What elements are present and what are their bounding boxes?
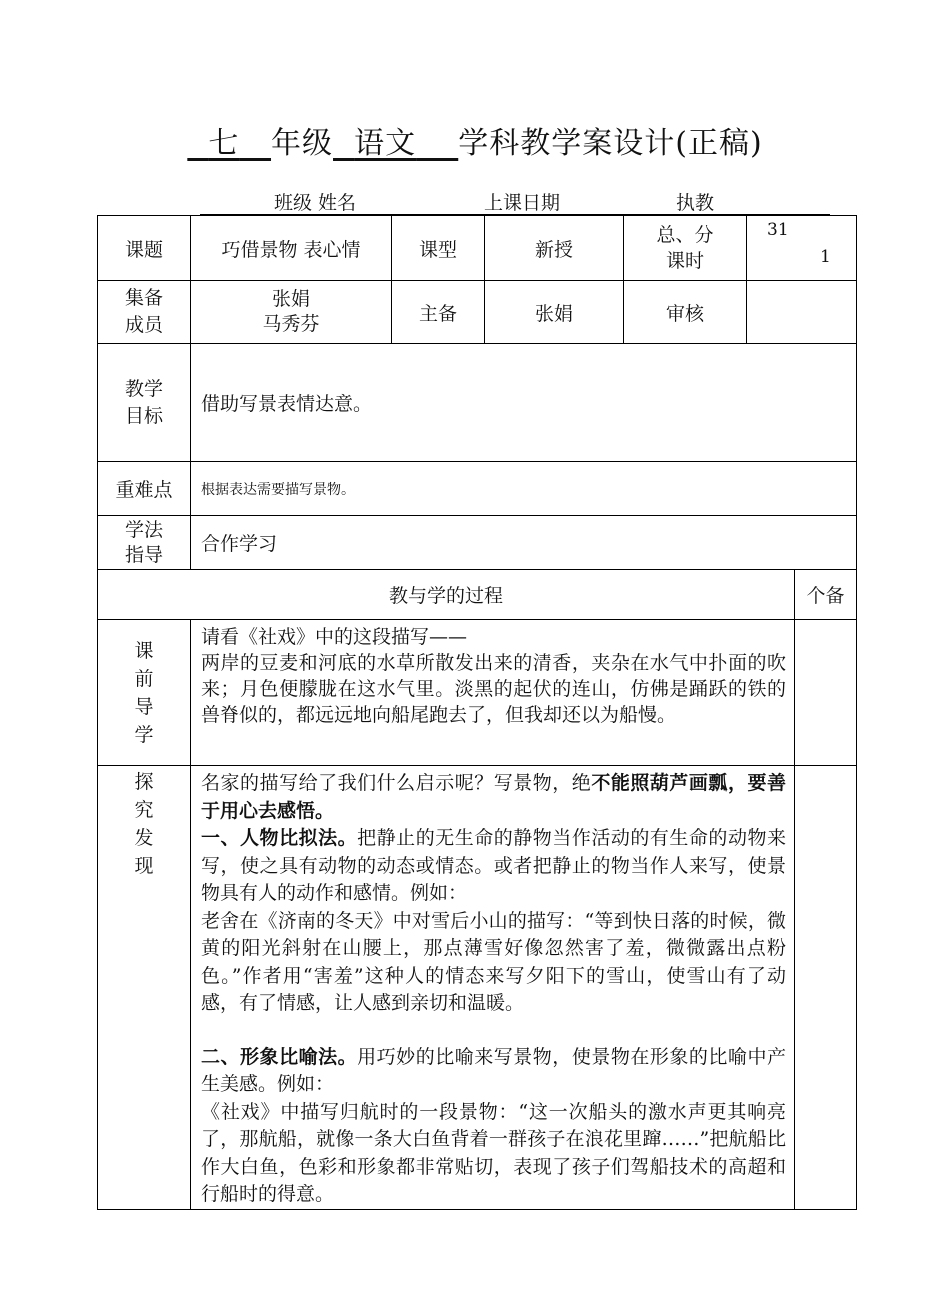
members-label-line2: 成员: [124, 314, 163, 336]
review-label: 审核: [624, 281, 747, 344]
goals-label-line2: 目标: [124, 404, 163, 427]
goals-label-line1: 教学: [124, 377, 163, 400]
method-text: 合作学习: [191, 516, 857, 570]
explore-intro: [201, 770, 786, 825]
preview-notes: [795, 620, 857, 766]
grade-label: 年级: [271, 126, 334, 161]
teacher-label: 执教: [676, 192, 715, 214]
total-hours: 31: [767, 220, 789, 240]
class-date-label: 上课日期: [484, 192, 561, 214]
explore-label: [98, 766, 191, 1210]
method-label-line1: 学法: [124, 518, 163, 541]
subject-blank: [333, 126, 458, 161]
method-1-example: 老舍在《济南的冬天》中对雪后小山的描写：“等到快日落的时候，微黄的阳光斜射在山腰上，那点薄雪好像忽然害了羞，微微露出点粉色。”作者用“害羞”这种人的情态来写夕阳下的雪山，使雪山有了动感，有了情感，让人感到亲切和温暖。: [201, 909, 786, 1014]
explore-intro-text: 名家的描写给了我们什么启示呢？写景物，绝: [201, 772, 592, 794]
grade-value: 七: [208, 126, 240, 161]
member-1: 张娟: [271, 288, 310, 310]
personal-prep-label: 个备: [795, 570, 857, 620]
method-1: [201, 825, 786, 908]
goals-label: [98, 344, 191, 462]
method-1-title: 一、人物比拟法。: [201, 827, 358, 849]
hours-label: [624, 216, 747, 281]
key-points-label: 重难点: [98, 462, 191, 516]
key-points-row: [98, 462, 857, 516]
method-2-example: 《社戏》中描写归航时的一段景物：“这一次船头的激水声更其响亮了，那航船，就像一条大白鱼背着一群孩子在浪花里蹿……”把航船比作大白鱼，色彩和形象都非常贴切，表现了孩子们驾船技术的高超和行船时的得意。: [201, 1100, 786, 1205]
topic-value: 巧借景物 表心情: [191, 216, 392, 281]
lesson-plan-table: [97, 215, 857, 1210]
explore-content: [191, 766, 795, 1210]
goals-row: [98, 344, 857, 462]
type-value: 新授: [485, 216, 624, 281]
preview-row: [98, 620, 857, 766]
topic-row: [98, 216, 857, 281]
preview-label-char-1: 课: [134, 639, 154, 662]
lead-value: 张娟: [485, 281, 624, 344]
title-tail: 学科教学案设计(正稿): [458, 126, 763, 161]
hours-label-line2: 课时: [665, 250, 704, 272]
explore-label-char-1: 探: [134, 771, 154, 793]
explore-label-char-4: 现: [134, 855, 154, 877]
preview-label-char-3: 导: [134, 695, 154, 718]
process-heading: 教与学的过程: [98, 570, 795, 620]
members-label: [98, 281, 191, 344]
member-2: 马秀芬: [262, 313, 320, 335]
sub-hours: 1: [820, 247, 831, 267]
review-value: [747, 281, 857, 344]
method-2-text: 用巧妙的比喻来写景物，使景物在形象的比喻中产生美感。例如：: [201, 1045, 786, 1095]
preview-label-char-2: 前: [134, 667, 154, 690]
preview-label-char-4: 学: [134, 723, 154, 746]
grade-blank: [187, 126, 271, 161]
subject-value: 语文: [354, 126, 417, 161]
preview-label: [98, 620, 191, 766]
key-points-text: 根据表达需要描写景物。: [191, 462, 857, 516]
topic-label: 课题: [98, 216, 191, 281]
goals-text: 借助写景表情达意。: [191, 344, 857, 462]
class-info-line: [200, 188, 830, 215]
explore-label-char-3: 发: [134, 827, 154, 849]
method-2-title: 二、形象比喻法。: [201, 1045, 358, 1068]
method-row: [98, 516, 857, 570]
explore-intro-bold: 不能照葫芦画瓢，要善于用心去感悟。: [201, 772, 786, 822]
preview-intro: 请看《社戏》中的这段描写——: [201, 626, 468, 648]
page-title: [0, 118, 950, 162]
members-row: [98, 281, 857, 344]
type-label: 课型: [392, 216, 485, 281]
explore-row: [98, 766, 857, 1210]
preview-content: [191, 620, 795, 766]
preview-excerpt: 两岸的豆麦和河底的水草所散发出来的清香，夹杂在水气中扑面的吹来；月色便朦胧在这水气里。淡黑的起伏的连山，仿佛是踊跃的铁的兽脊似的，都远远地向船尾跑去了，但我却还以为船慢。: [201, 652, 786, 726]
members-label-line1: 集备: [124, 287, 163, 309]
method-2: [201, 1044, 786, 1099]
method-label-line2: 指导: [124, 543, 163, 566]
method-1-text: 把静止的无生命的静物当作活动的有生命的动物来写，使之具有动物的动态或情态。或者把静止的物当作人来写，使景物具有人的动作和感情。例如：: [201, 827, 786, 904]
hours-value: [747, 216, 857, 281]
members-value: [191, 281, 392, 344]
explore-notes: [795, 766, 857, 1210]
hours-label-line1: 总、分: [656, 224, 714, 246]
lead-label: 主备: [392, 281, 485, 344]
class-name-label: 班级 姓名: [274, 192, 357, 214]
explore-label-char-2: 究: [134, 799, 154, 821]
process-row: [98, 570, 857, 620]
paragraph-gap: [201, 1018, 786, 1044]
method-label: [98, 516, 191, 570]
